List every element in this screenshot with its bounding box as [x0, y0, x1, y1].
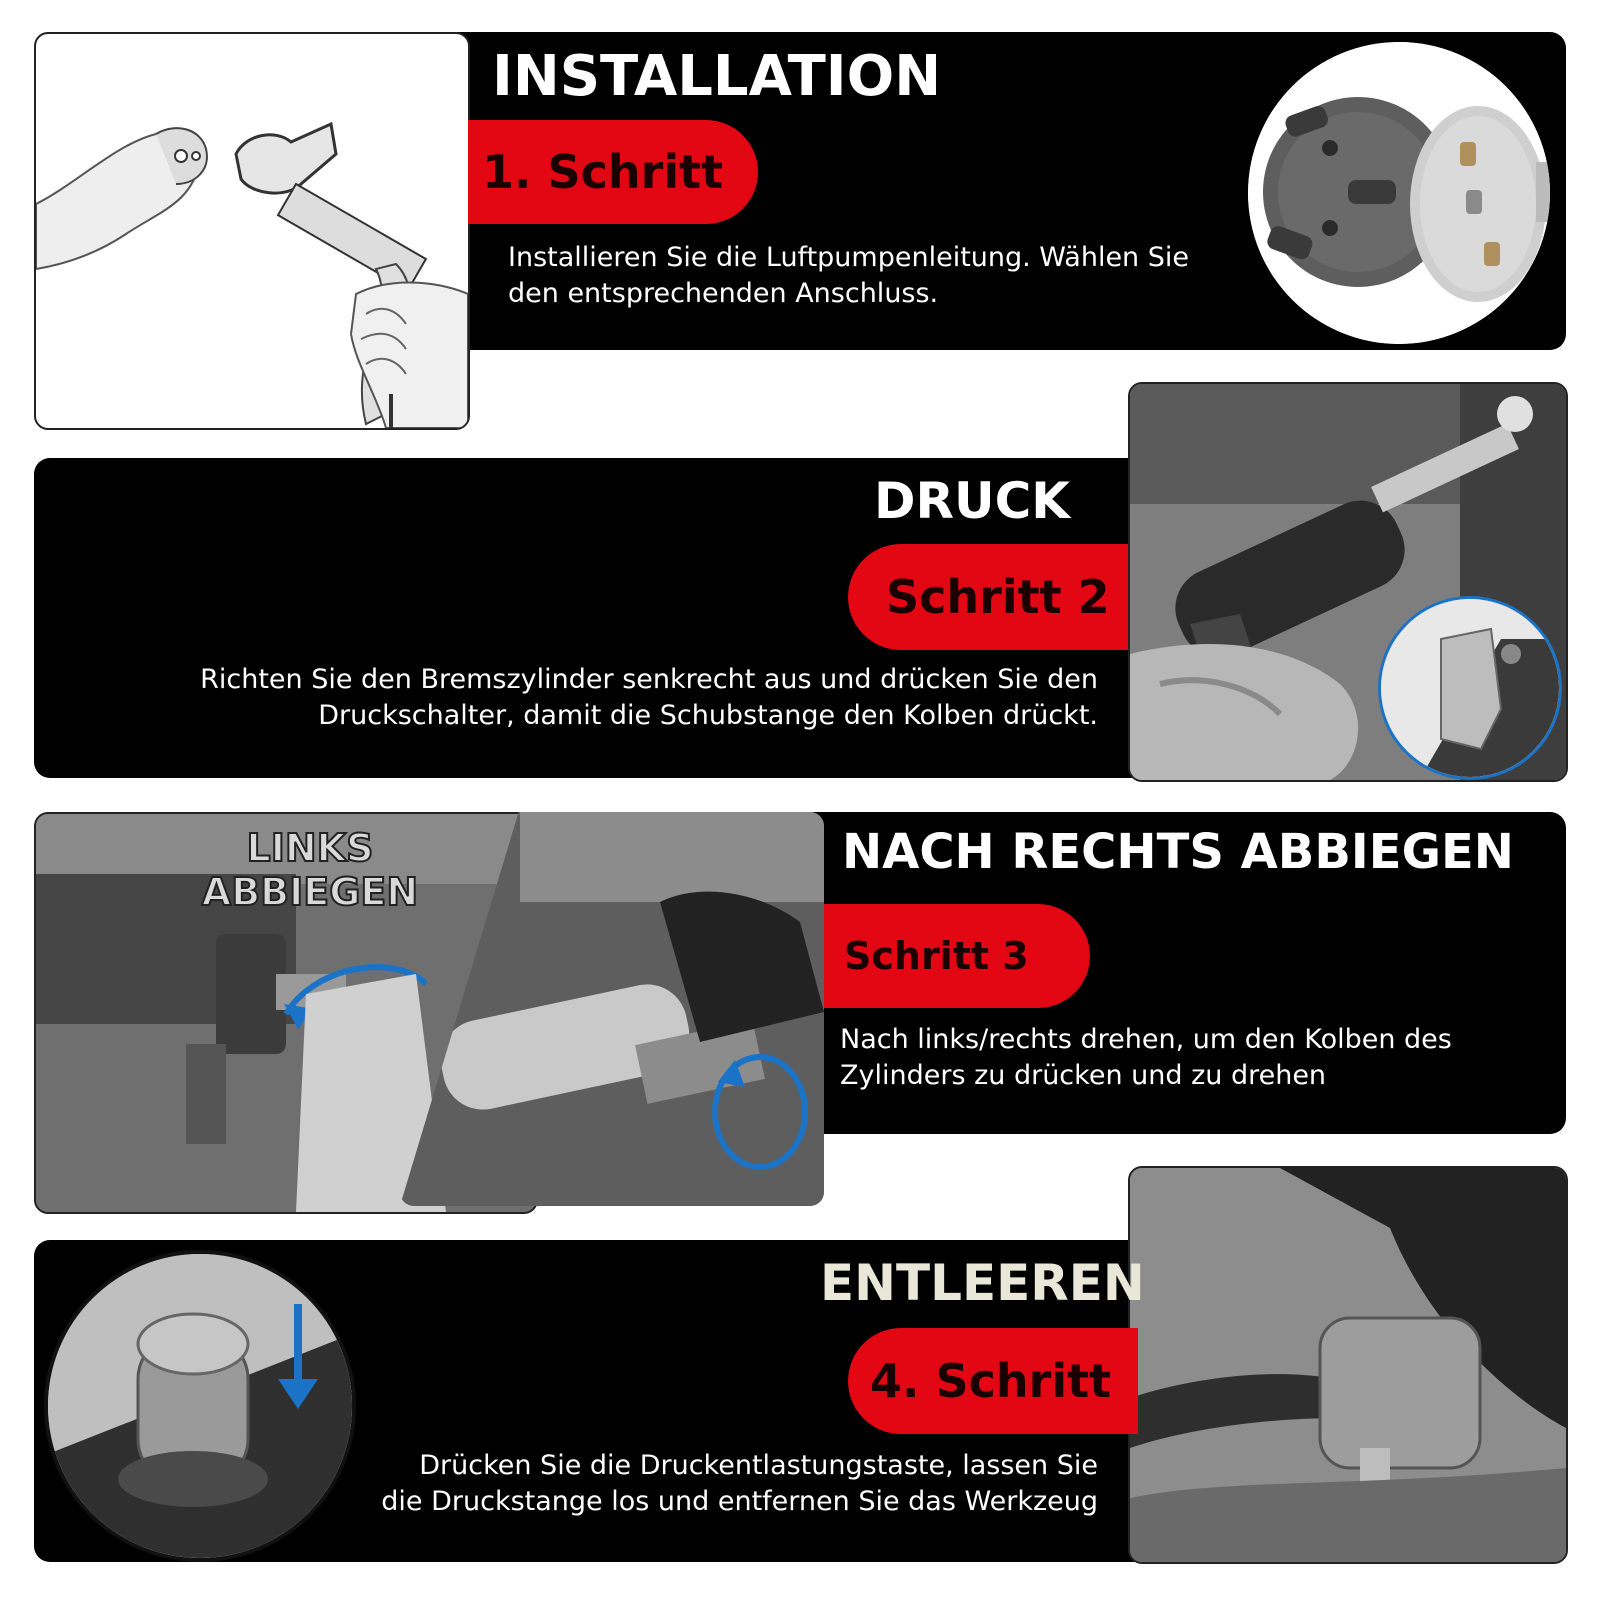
step2-description [150, 662, 1098, 734]
step4-tool-image [1128, 1166, 1568, 1564]
step3-description-line2: Zylinders zu drücken und zu drehen [840, 1060, 1327, 1091]
step4-description-line1: Drücken Sie die Druckentlastungstaste, lassen Sie [419, 1450, 1098, 1481]
step4-title: ENTLEEREN [820, 1254, 1145, 1312]
step1-description-line1: Installieren Sie die Luftpumpenleitung. Wählen Sie [508, 242, 1189, 273]
step1-description-line2: den entsprechenden Anschluss. [508, 278, 939, 309]
step1-description [508, 240, 1228, 312]
step1-pill: 1. Schritt [468, 120, 758, 224]
step3-title: NACH RECHTS ABBIEGEN [842, 824, 1514, 880]
step3-description [840, 1022, 1540, 1094]
step4-release-button-circle [44, 1250, 356, 1562]
step1-sketch-image [34, 32, 470, 430]
step3-overlay-line2: ABBIEGEN [201, 870, 419, 914]
step2-pill: Schritt 2 [848, 544, 1138, 650]
step3-description-line1: Nach links/rechts drehen, um den Kolben des [840, 1024, 1452, 1055]
step2-description-line1: Richten Sie den Bremszylinder senkrecht aus und drücken Sie den [200, 664, 1098, 695]
step1-adapter-circle [1248, 42, 1550, 344]
step4-pill: 4. Schritt [848, 1328, 1138, 1434]
step3-overlay-line1: LINKS [246, 826, 374, 870]
step3-pill: Schritt 3 [824, 904, 1090, 1008]
step2-title: DRUCK [874, 472, 1071, 530]
step3-overlay-label [190, 826, 430, 914]
step4-description-line2: die Druckstange los und entfernen Sie das Werkzeug [381, 1486, 1098, 1517]
step1-title: INSTALLATION [492, 44, 942, 109]
step2-description-line2: Druckschalter, damit die Schubstange den Kolben drückt. [318, 700, 1098, 731]
step2-switch-inset [1378, 596, 1562, 780]
step4-description [350, 1448, 1098, 1520]
